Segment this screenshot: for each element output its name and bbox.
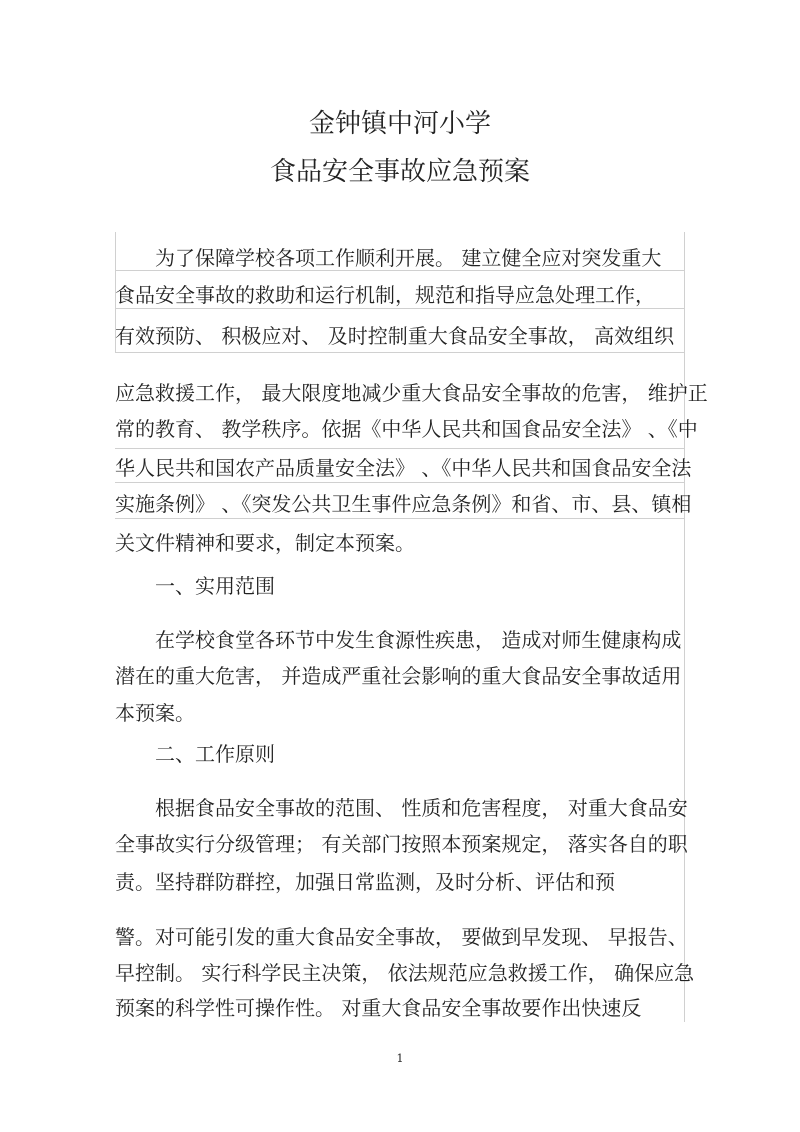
body-text-line: 应急救援工作， 最大限度地减少重大食品安全事故的危害， 维护正 [115, 381, 708, 405]
section-heading: 一、实用范围 [155, 574, 275, 598]
body-text-line: 根据食品安全事故的范围、 性质和危害程度， 对重大食品安 [155, 796, 688, 820]
frame-rule [115, 482, 685, 483]
page-number: 1 [396, 1052, 404, 1065]
body-text-line: 食品安全事故的救助和运行机制，规范和指导应急处理工作， [115, 283, 655, 307]
document-title: 金钟镇中河小学 [308, 109, 491, 139]
body-text-line: 责。坚持群防群控，加强日常监测，及时分析、评估和预 [115, 870, 615, 894]
body-text-line: 潜在的重大危害， 并造成严重社会影响的重大食品安全事故适用 [115, 664, 682, 688]
body-text-line: 常的教育、 教学秩序。依据《中华人民共和国食品安全法》 、《中 [115, 417, 698, 441]
body-text-line: 预案的科学性可操作性。 对重大食品安全事故要作出快速反 [115, 996, 642, 1020]
body-text-line: 实施条例》 、《突发公共卫生事件应急条例》和省、市、县、镇相 [115, 492, 692, 516]
body-text-line: 在学校食堂各环节中发生食源性疾患， 造成对师生健康构成 [155, 628, 682, 652]
body-text-line: 本预案。 [115, 701, 195, 725]
body-text-line: 警。对可能引发的重大食品安全事故， 要做到早发现、 早报告、 [115, 925, 688, 949]
body-text-line: 有效预防、 积极应对、 及时控制重大食品安全事故， 高效组织 [115, 324, 675, 348]
document-subtitle: 食品安全事故应急预案 [269, 157, 530, 187]
body-text-line: 为了保障学校各项工作顺利开展。 建立健全应对突发重大 [155, 246, 662, 270]
section-heading: 二、工作原则 [155, 742, 275, 766]
frame-rule [115, 448, 685, 449]
body-text-line: 关文件精神和要求，制定本预案。 [115, 531, 415, 555]
body-text-line: 早控制。 实行科学民主决策， 依法规范应急救援工作， 确保应急 [115, 961, 695, 985]
frame-rule [115, 518, 685, 519]
frame-rule [115, 308, 685, 309]
frame-rule-right [684, 232, 685, 1022]
body-text-line: 华人民共和国农产品质量安全法》 、《中华人民共和国食品安全法 [115, 456, 692, 480]
frame-rule [115, 352, 685, 353]
body-text-line: 全事故实行分级管理； 有关部门按照本预案规定， 落实各自的职 [115, 832, 688, 856]
